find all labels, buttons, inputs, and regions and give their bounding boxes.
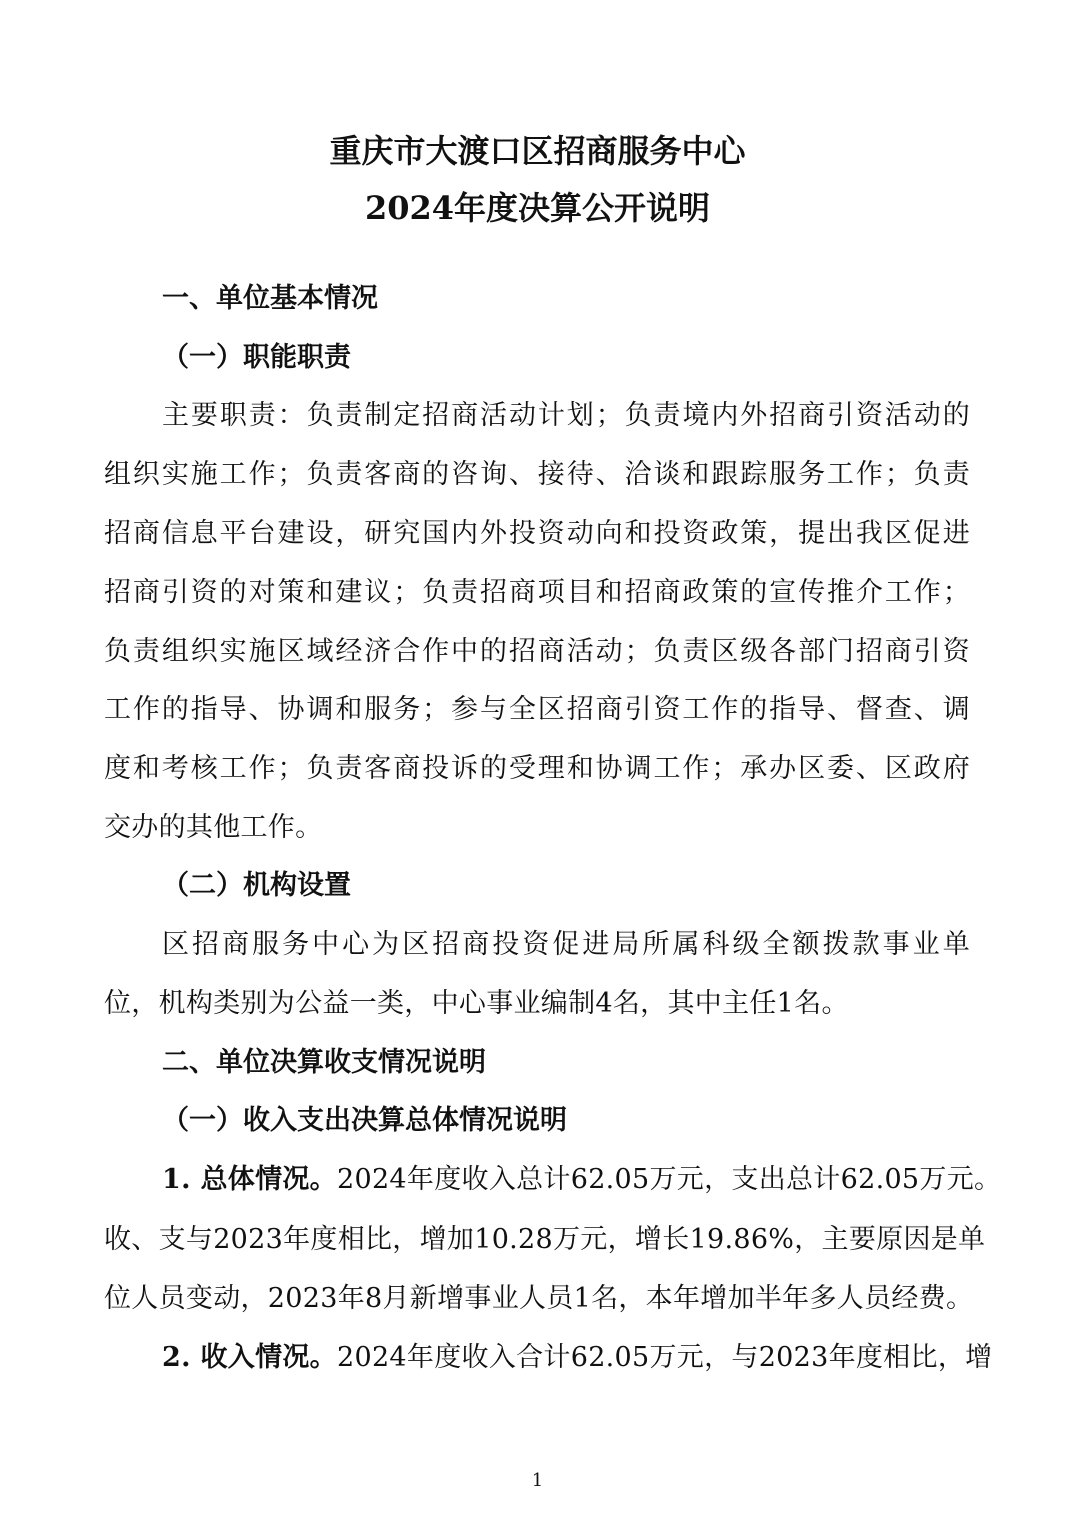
paragraph-line: 主要职责：负责制定招商活动计划；负责境内外招商引资活动的 — [162, 400, 970, 431]
section1-heading: 一、单位基本情况 — [162, 283, 378, 314]
paragraph-line: 工作的指导、协调和服务；参与全区招商引资工作的指导、督查、调 — [104, 694, 970, 725]
paragraph-line: 收、支与2023年度相比，增加10.28万元，增长19.86%，主要原因是单 — [104, 1224, 986, 1255]
overall-label: 1. 总体情况。 — [162, 1164, 337, 1195]
paragraph-line: 位人员变动，2023年8月新增事业人员1名，本年增加半年多人员经费。 — [104, 1283, 974, 1314]
paragraph-line — [162, 1162, 1002, 1198]
section1-sub1-heading: （一）职能职责 — [162, 342, 351, 373]
paragraph-line: 招商引资的对策和建议；负责招商项目和招商政策的宣传推介工作； — [104, 577, 970, 608]
paragraph-line: 度和考核工作；负责客商投诉的受理和协调工作；承办区委、区政府 — [104, 753, 970, 784]
paragraph-line: 区招商服务中心为区招商投资促进局所属科级全额拨款事业单 — [162, 929, 970, 960]
paragraph-line: 位，机构类别为公益一类，中心事业编制4名，其中主任1名。 — [104, 988, 849, 1019]
income-label: 2. 收入情况。 — [162, 1342, 337, 1373]
overall-text: 2024年度收入总计62.05万元，支出总计62.05万元。 — [337, 1164, 1002, 1195]
document-title-line2: 2024年度决算公开说明 — [364, 189, 711, 227]
income-text: 2024年度收入合计62.05万元，与2023年度相比，增 — [337, 1342, 993, 1373]
paragraph-line: 组织实施工作；负责客商的咨询、接待、洽谈和跟踪服务工作；负责 — [104, 459, 970, 490]
section2-heading: 二、单位决算收支情况说明 — [162, 1047, 486, 1078]
document-title-line1: 重庆市大渡口区招商服务中心 — [329, 132, 746, 170]
paragraph-line — [162, 1340, 993, 1376]
section1-sub2-heading: （二）机构设置 — [162, 870, 351, 901]
paragraph-line: 负责组织实施区域经济合作中的招商活动；负责区级各部门招商引资 — [104, 636, 970, 667]
section2-sub1-heading: （一）收入支出决算总体情况说明 — [162, 1105, 567, 1136]
page-number: 1 — [531, 1470, 544, 1491]
paragraph-line: 招商信息平台建设，研究国内外投资动向和投资政策，提出我区促进 — [104, 518, 970, 549]
paragraph-line: 交办的其他工作。 — [104, 812, 323, 843]
